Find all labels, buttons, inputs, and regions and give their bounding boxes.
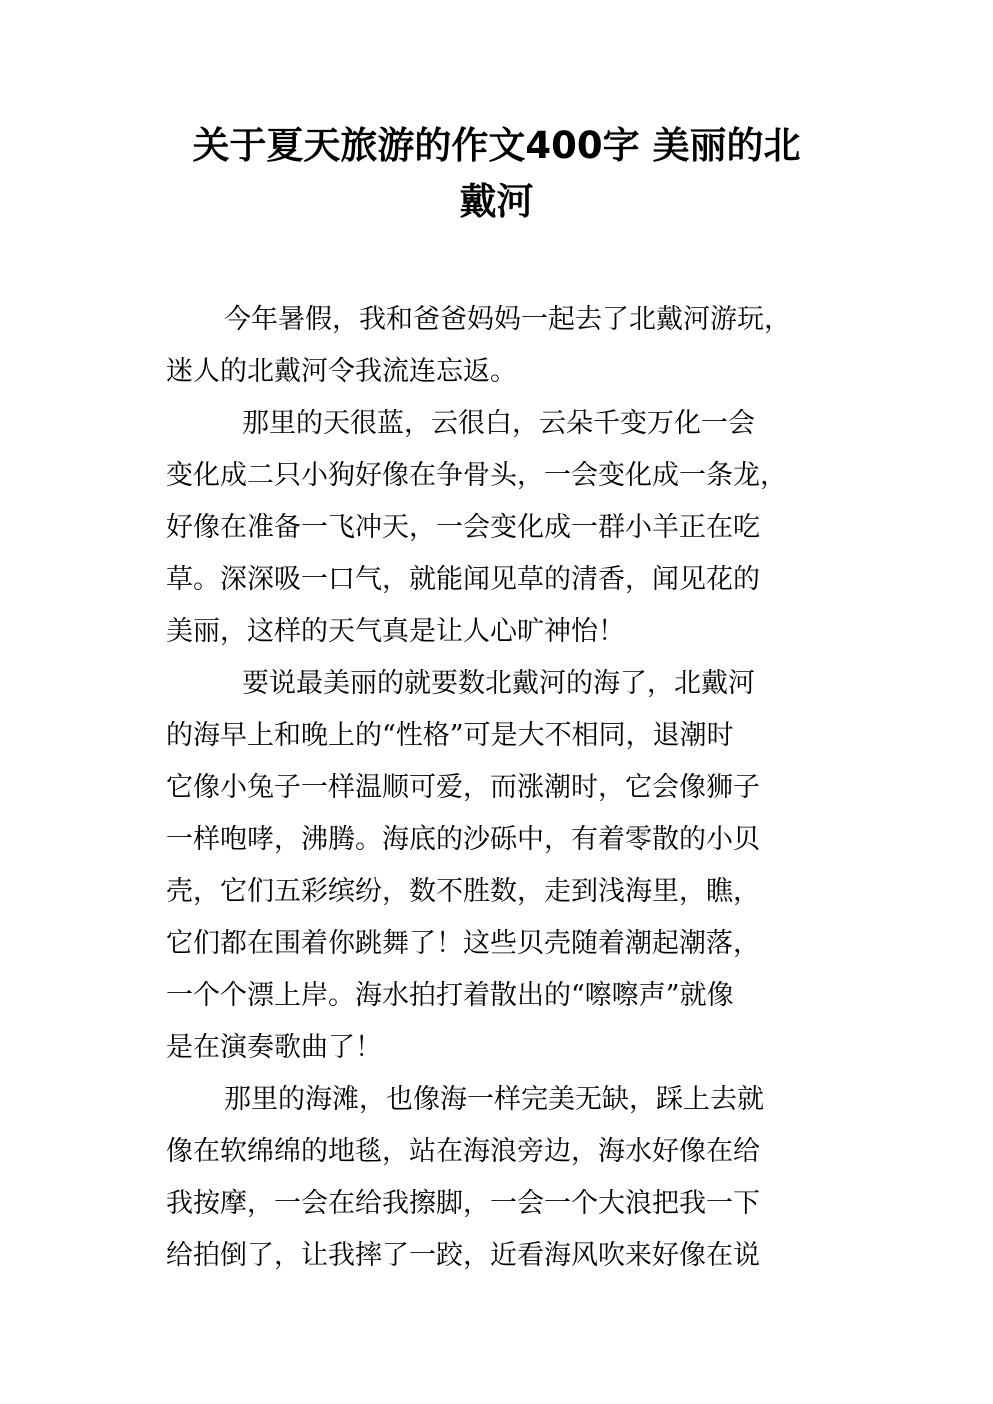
paragraph-3-line-2: 的海早上和晚上的“性格”可是大不相同，退潮时 xyxy=(166,720,734,751)
title-line: 关于夏天旅游的作文400字 美丽的北 xyxy=(192,124,801,167)
paragraph-3-line-4: 一样咆哮，沸腾。海底的沙砾中，有着零散的小贝 xyxy=(166,824,760,855)
paragraph-3-line-3: 它像小兔子一样温顺可爱，而涨潮时，它会像狮子 xyxy=(166,772,760,803)
title-line: 戴河 xyxy=(459,180,534,223)
paragraph-2-line-3: 好像在准备一飞冲天，一会变化成一群小羊正在吃 xyxy=(166,512,760,543)
paragraph-1-line-1: 今年暑假，我和爸爸妈妈一起去了北戴河游玩， xyxy=(224,304,791,335)
paragraph-3-line-6: 它们都在围着你跳舞了！这些贝壳随着潮起潮落， xyxy=(166,928,760,959)
paragraph-4-line-4: 给拍倒了，让我摔了一跤，近看海风吹来好像在说 xyxy=(166,1240,760,1271)
paragraph-2-line-4: 草。深深吸一口气，就能闻见草的清香，闻见花的 xyxy=(166,564,760,595)
paragraph-2-line-1: 那里的天很蓝，云很白，云朵千变万化一会 xyxy=(242,408,755,439)
paragraph-2-line-5: 美丽，这样的天气真是让人心旷神怡！ xyxy=(166,616,625,647)
paragraph-1-line-2: 迷人的北戴河令我流连忘返。 xyxy=(166,356,517,387)
paragraph-3-line-8: 是在演奏歌曲了！ xyxy=(166,1032,382,1063)
paragraph-3-line-5: 壳，它们五彩缤纷，数不胜数，走到浅海里，瞧， xyxy=(166,876,760,907)
paragraph-4-line-3: 我按摩，一会在给我擦脚，一会一个大浪把我一下 xyxy=(166,1188,760,1219)
paragraph-3-line-7: 一个个漂上岸。海水拍打着散出的“嚓嚓声”就像 xyxy=(166,980,734,1011)
paragraph-4-line-2: 像在软绵绵的地毯，站在海浪旁边，海水好像在给 xyxy=(166,1136,760,1167)
paragraph-2-line-2: 变化成二只小狗好像在争骨头，一会变化成一条龙， xyxy=(166,460,787,491)
paragraph-4-line-1: 那里的海滩，也像海一样完美无缺，踩上去就 xyxy=(224,1084,764,1115)
paragraph-3-line-1: 要说最美丽的就要数北戴河的海了，北戴河 xyxy=(242,668,755,699)
